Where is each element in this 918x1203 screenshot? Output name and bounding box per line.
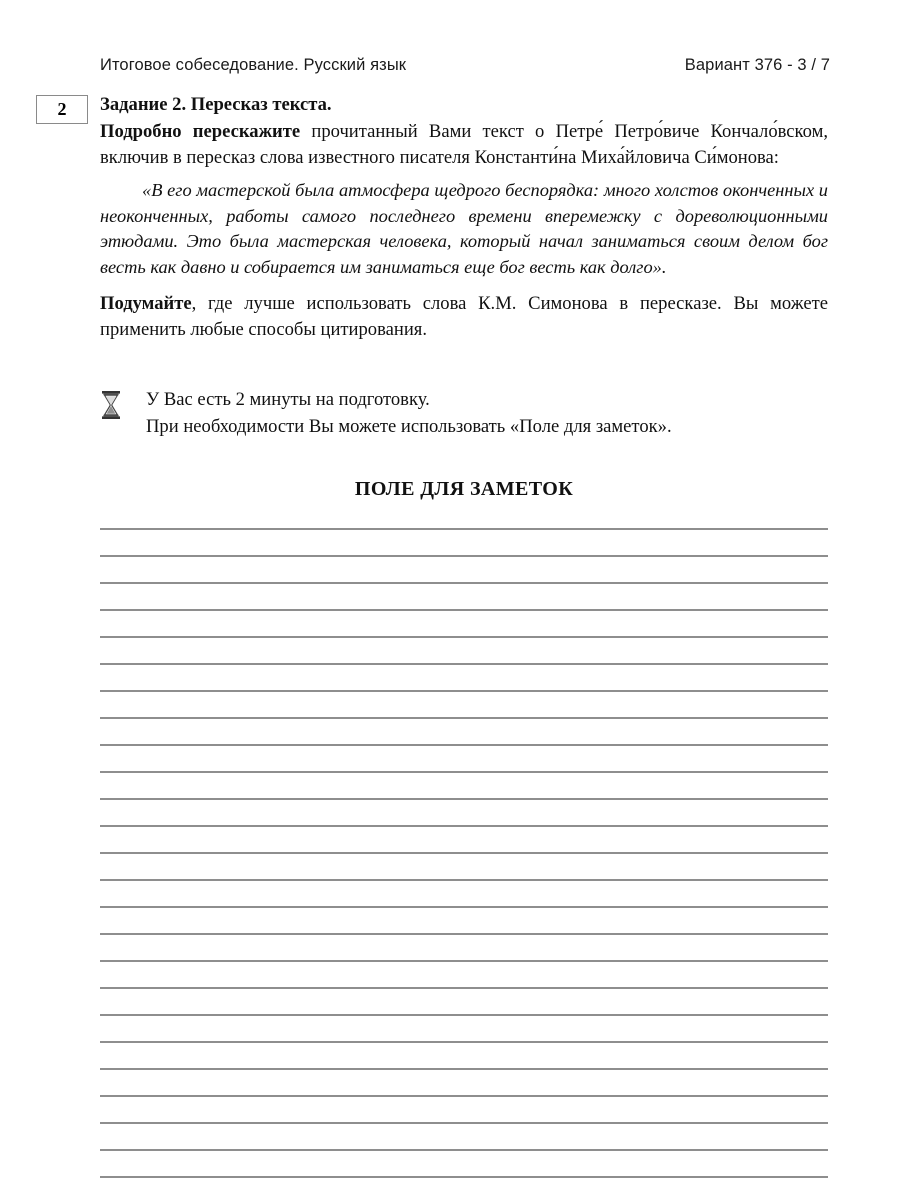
notes-line[interactable] <box>100 852 828 854</box>
notes-line[interactable] <box>100 960 828 962</box>
notes-line[interactable] <box>100 636 828 638</box>
notes-line[interactable] <box>100 555 828 557</box>
notes-line[interactable] <box>100 1068 828 1070</box>
task-instruction-lead: Подробно перескажите <box>100 121 301 142</box>
notes-line[interactable] <box>100 609 828 611</box>
notes-line[interactable] <box>100 690 828 692</box>
notes-line[interactable] <box>100 987 828 989</box>
notes-line[interactable] <box>100 771 828 773</box>
notes-line[interactable] <box>100 825 828 827</box>
preparation-note <box>100 386 828 440</box>
task-instruction-rest: прочитанный Вами текст о Петре́ Петро́виче Кончало́вском, включив в пересказ слова известного писателя Константи́на Миха́йловича Си́монова: <box>100 121 828 168</box>
notes-line[interactable] <box>100 933 828 935</box>
task-content <box>100 92 828 342</box>
notes-line[interactable] <box>100 1041 828 1043</box>
notes-line[interactable] <box>100 1014 828 1016</box>
notes-line[interactable] <box>100 1095 828 1097</box>
exam-title: Итоговое собеседование. Русский язык <box>100 56 407 74</box>
variant-label: Вариант 376 - 3 / 7 <box>684 56 830 74</box>
notes-line[interactable] <box>100 798 828 800</box>
quotation-block: «В его мастерской была атмосфера щедрого беспорядка: много холстов оконченных и неоконченных, работы самого последнего времени вперемежку с дореволюционными этюдами. Это была мастерская человека, который начал заниматься своим делом бог весть как давно и собирается им заниматься еще бог весть как долго». <box>100 180 828 277</box>
notes-line[interactable] <box>100 663 828 665</box>
think-instruction-rest: , где лучше использовать слова К.М. Симонова в пересказе. Вы можете применить любые способы цитирования. <box>100 293 828 340</box>
notes-field-hint-line: При необходимости Вы можете использовать «Поле для заметок». <box>146 416 672 437</box>
notes-line[interactable] <box>100 582 828 584</box>
task-number: 2 <box>57 99 67 119</box>
notes-field-title: ПОЛЕ ДЛЯ ЗАМЕТОК <box>354 478 574 500</box>
task-number-box <box>36 95 88 124</box>
notes-line[interactable] <box>100 1149 828 1151</box>
think-instruction-lead: Подумайте <box>100 293 192 314</box>
notes-line[interactable] <box>100 879 828 881</box>
preparation-note-text <box>146 386 828 440</box>
notes-line[interactable] <box>100 528 828 530</box>
running-header <box>100 56 830 78</box>
task-heading: Задание 2. Пересказ текста. <box>100 94 332 115</box>
preparation-time-line: У Вас есть 2 минуты на подготовку. <box>146 389 430 410</box>
think-instruction <box>100 291 828 342</box>
task-instruction <box>100 119 828 170</box>
notes-line[interactable] <box>100 1176 828 1178</box>
notes-line[interactable] <box>100 906 828 908</box>
notes-line[interactable] <box>100 1122 828 1124</box>
hourglass-icon <box>100 386 146 420</box>
notes-line[interactable] <box>100 744 828 746</box>
notes-line[interactable] <box>100 717 828 719</box>
notes-field-lines[interactable] <box>100 528 828 1203</box>
